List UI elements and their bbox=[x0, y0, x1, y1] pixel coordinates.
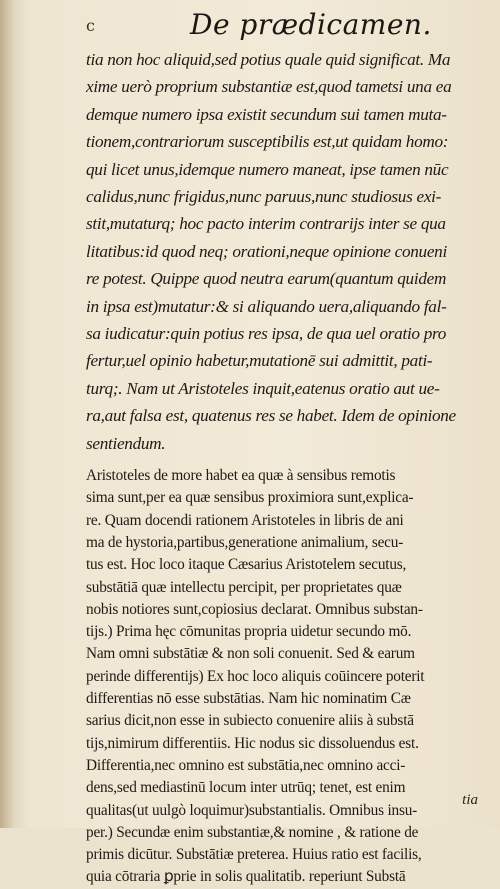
text-line: litatibus:id quod neq; orationi,neque opinione conueni bbox=[86, 241, 447, 261]
text-line: per.) Secundæ enim substantiæ,& nomine , & ratione de bbox=[86, 823, 419, 841]
text-line: qui licet unus,idemque numero maneat, ipse tamen nūc bbox=[86, 159, 449, 179]
text-line: ra,aut falsa est, quatenus res se habet. Idem de opinione bbox=[86, 406, 456, 426]
text-line: turq;. Nam ut Aristoteles inquit,eatenus oratio aut ue- bbox=[86, 378, 440, 398]
text-line: demque numero ipsa existit secundum sui tamen muta- bbox=[86, 104, 447, 124]
text-line: differentias nō esse substātias. Nam hic nominatim Cæ bbox=[86, 690, 411, 708]
text-line: sa iudicatur:quin potius res ipsa, de qua uel oratio pro bbox=[86, 324, 447, 344]
text-line: fertur,uel opinio habetur,mutationē sui admittit, pati- bbox=[86, 351, 433, 371]
text-line: xime uerò proprium substantiæ est,quod tametsi una ea bbox=[86, 77, 452, 97]
text-line: re. Quam docendi rationem Aristoteles in libris de ani bbox=[86, 511, 404, 529]
catchword: tia bbox=[462, 792, 478, 808]
text-line: substātiā quæ intellectu percipit, per proprietates quæ bbox=[86, 578, 402, 596]
text-line: Differentia,nec omnino est substātia,nec omnino acci- bbox=[86, 756, 406, 774]
running-title: De prædicamen. bbox=[190, 8, 432, 41]
text-line: dens,sed mediastinū locum inter utrūq; tenet, est enim bbox=[86, 779, 406, 797]
text-line: primis dicūtur. Substātiæ preterea. Huius ratio est facilis, bbox=[86, 846, 422, 864]
body-text bbox=[86, 46, 484, 889]
text-line: nobis notiores sunt,copiosius declarat. Omnibus substan- bbox=[86, 600, 423, 618]
text-line: Aristoteles de more habet ea quæ à sensibus remotis bbox=[86, 467, 396, 485]
text-line: in ipsa est)mutatur:& si aliquando uera,aliquando fal- bbox=[86, 296, 447, 316]
text-line: re potest. Quippe quod neutra earum(quantum quidem bbox=[86, 269, 447, 289]
running-head bbox=[0, 6, 500, 40]
text-line: perinde differentijs) Ex hoc loco aliquis coūincere poterit bbox=[86, 667, 425, 685]
text-line: tionem,contrariorum susceptibilis est,ut quidam homo: bbox=[86, 132, 449, 152]
page-number: c bbox=[86, 16, 95, 35]
text-line: tus est. Hoc loco itaque Cæsarius Aristotelem secutus, bbox=[86, 556, 407, 574]
text-line: Nam omni substātiæ & non soli conuenit. Sed & earum bbox=[86, 645, 415, 663]
text-line: tijs.) Prima hęc cōmunitas propria uidetur secundo mō. bbox=[86, 623, 412, 641]
text-line: ma de hystoria,partibus,generatione animalium, secu- bbox=[86, 533, 404, 551]
text-line: sentiendum. bbox=[86, 433, 166, 453]
text-line: qualitas(ut uulgò loquimur)substantialis. Omnibus insu- bbox=[86, 801, 418, 819]
text-line: stit,mutaturq; hoc pacto interim contrarijs inter se qua bbox=[86, 214, 446, 234]
text-line: sarius dicit,non esse in subiecto conuenire aliis à substā bbox=[86, 712, 414, 730]
text-line: sima sunt,per ea quæ sensibus proximiora sunt,explica- bbox=[86, 489, 414, 507]
text-line: quia cōtraria ꝑprie in solis qualitatib. reperiunt Substā bbox=[86, 868, 406, 886]
text-line: tijs,nimirum differentiis. Hic nodus sic dissoluendus est. bbox=[86, 734, 419, 752]
italic-paragraph bbox=[86, 46, 484, 457]
text-line: calidus,nunc frigidus,nunc paruus,nunc studiosus exi- bbox=[86, 187, 442, 207]
text-line: tia non hoc aliquid,sed potius quale quid significat. Ma bbox=[86, 50, 451, 69]
commentary-paragraph bbox=[86, 465, 484, 889]
page-gutter bbox=[0, 0, 14, 828]
